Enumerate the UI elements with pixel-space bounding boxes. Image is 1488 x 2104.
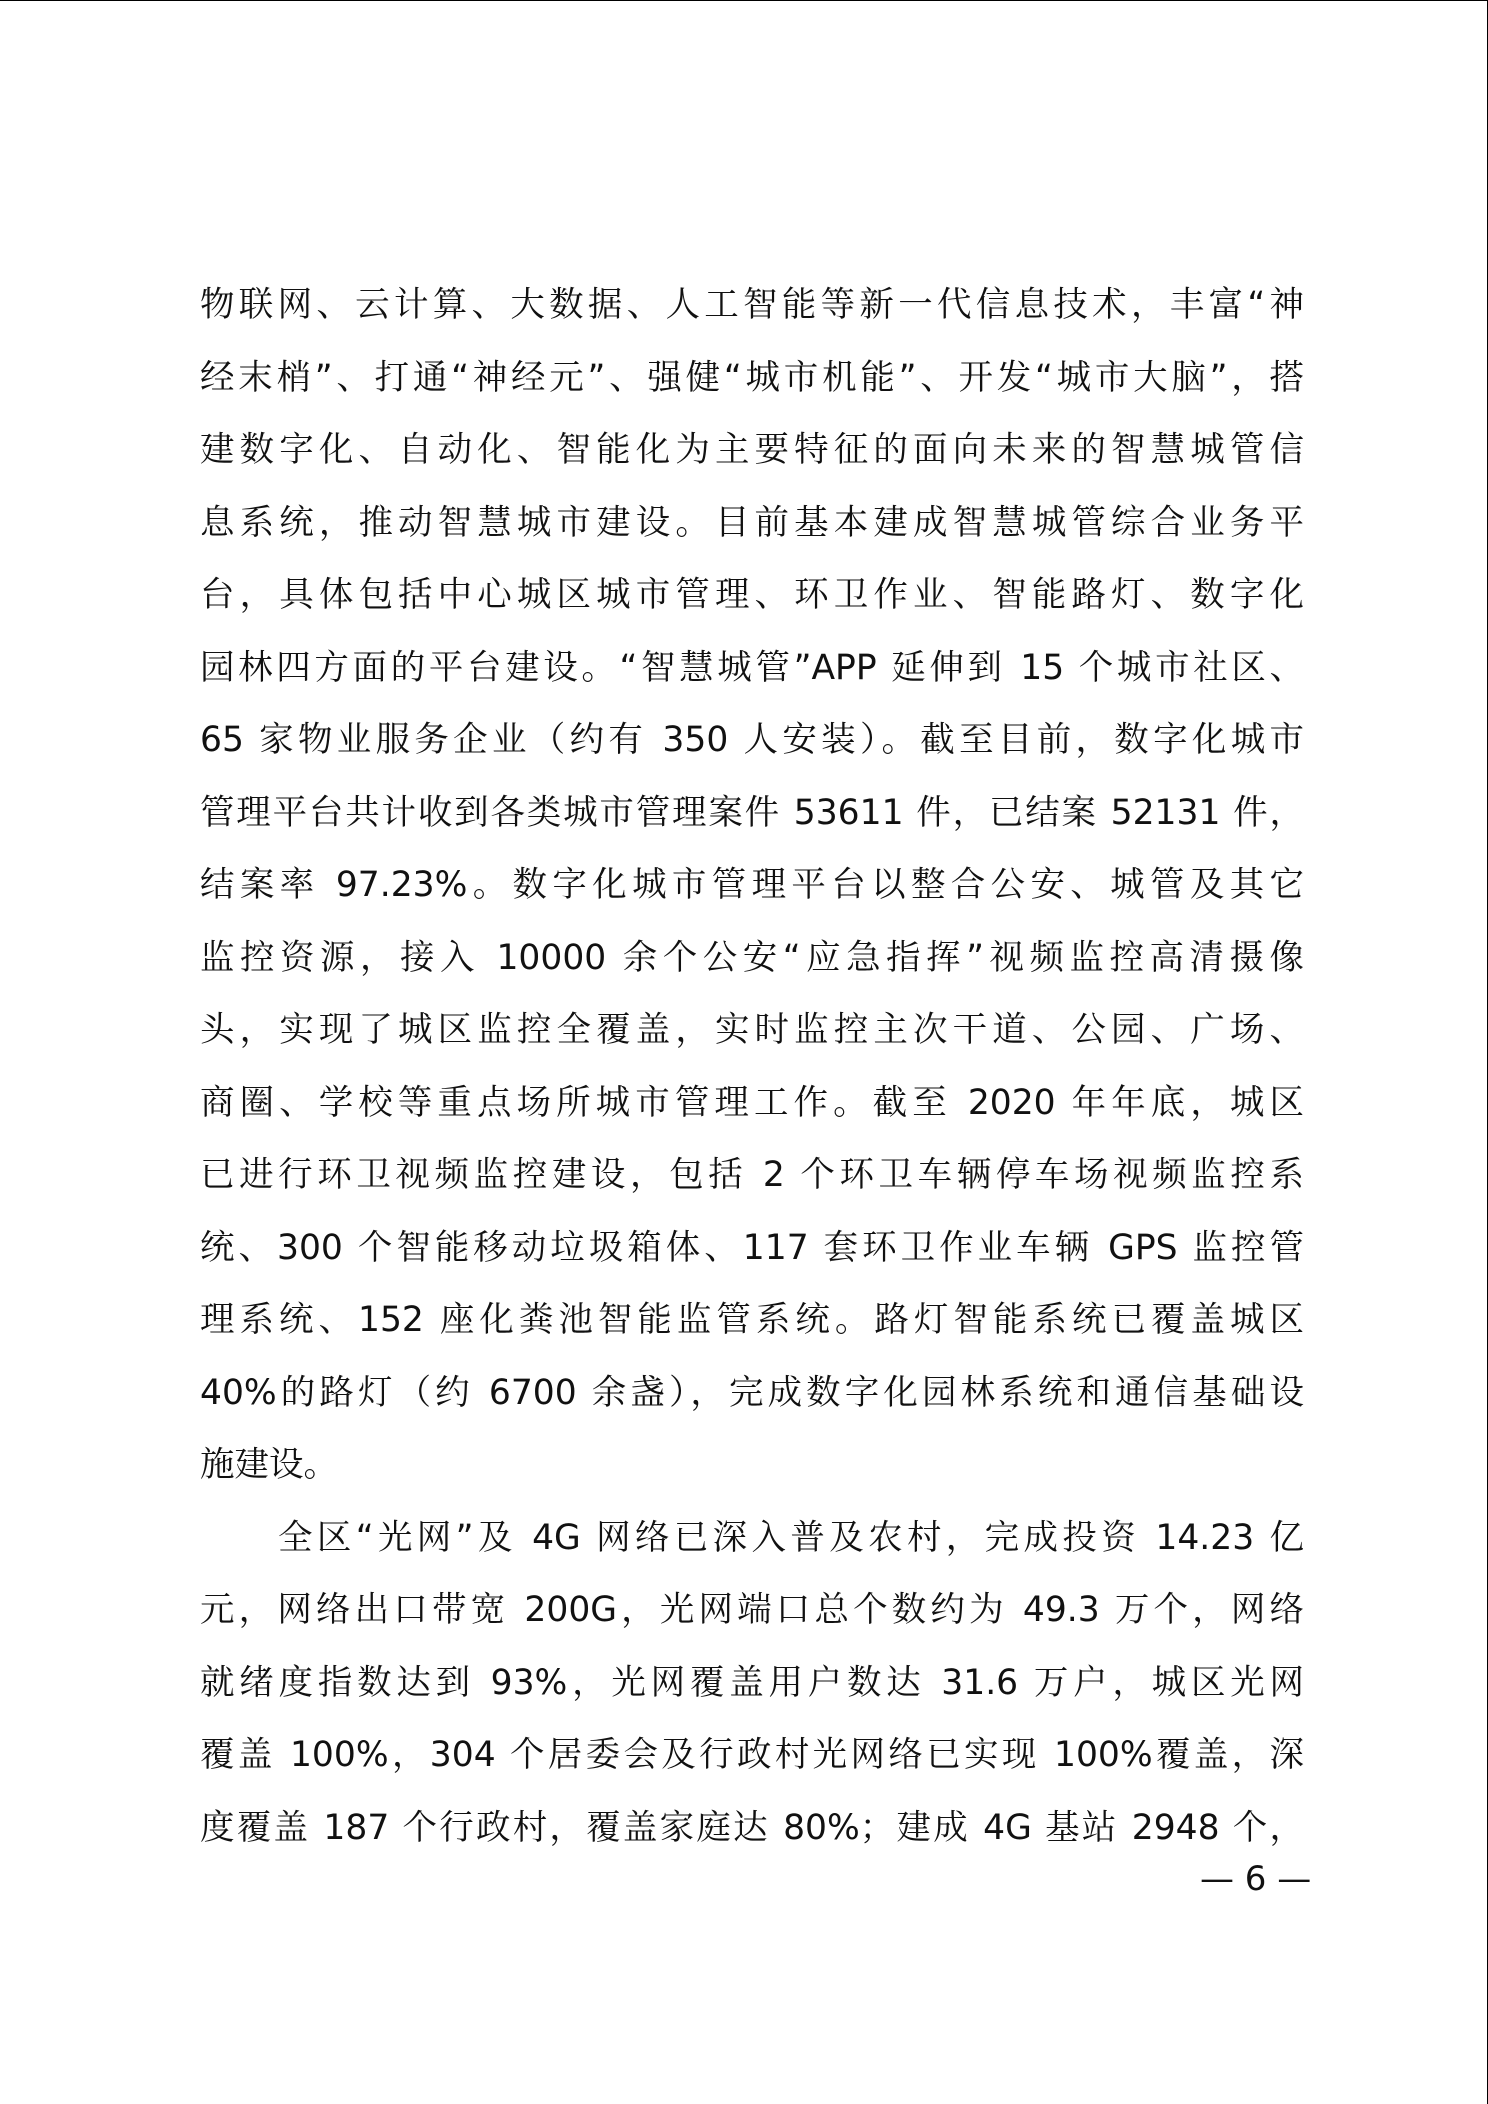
text-line: 头，实现了城区监控全覆盖，实时监控主次干道、公园、广场、 bbox=[200, 1010, 1304, 1050]
body-text bbox=[200, 269, 1304, 1864]
text-line: 商圈、学校等重点场所城市管理工作。截至 2020 年年底，城区 bbox=[200, 1082, 1304, 1123]
text-line: 台，具体包括中心城区城市管理、环卫作业、智能路灯、数字化 bbox=[200, 575, 1304, 615]
text-line: 园林四方面的平台建设。“智慧城管”APP 延伸到 15 个城市社区、 bbox=[200, 647, 1304, 688]
text-line: 物联网、云计算、大数据、人工智能等新一代信息技术，丰富“神 bbox=[200, 285, 1304, 325]
text-line: 统、300 个智能移动垃圾箱体、117 套环卫作业车辆 GPS 监控管 bbox=[200, 1227, 1304, 1268]
text-line: 建数字化、自动化、智能化为主要特征的面向未来的智慧城管信 bbox=[200, 430, 1304, 470]
text-line: 65 家物业服务企业（约有 350 人安装）。截至目前，数字化城市 bbox=[200, 720, 1304, 760]
text-line: 监控资源，接入 10000 余个公安“应急指挥”视频监控高清摄像 bbox=[200, 937, 1304, 978]
paragraph-first-line: 全区“光网”及 4G 网络已深入普及农村，完成投资 14.23 亿 bbox=[278, 1517, 1304, 1558]
text-line: 就绪度指数达到 93%，光网覆盖用户数达 31.6 万户，城区光网 bbox=[200, 1662, 1304, 1703]
text-line: 40%的路灯（约 6700 余盏），完成数字化园林系统和通信基础设 bbox=[200, 1372, 1304, 1413]
text-line: 覆盖 100%，304 个居委会及行政村光网络已实现 100%覆盖，深 bbox=[200, 1735, 1304, 1775]
paragraph-end-line: 施建设。 bbox=[200, 1445, 338, 1485]
text-line: 元，网络出口带宽 200G，光网端口总个数约为 49.3 万个，网络 bbox=[200, 1590, 1304, 1630]
text-line: 结案率 97.23%。数字化城市管理平台以整合公安、城管及其它 bbox=[200, 865, 1304, 905]
text-line: 息系统，推动智慧城市建设。目前基本建成智慧城管综合业务平 bbox=[200, 502, 1304, 543]
text-line: 度覆盖 187 个行政村，覆盖家庭达 80%；建成 4G 基站 2948 个， bbox=[200, 1807, 1304, 1848]
text-line: 管理平台共计收到各类城市管理案件 53611 件，已结案 52131 件， bbox=[200, 792, 1304, 833]
text-line: 经末梢”、打通“神经元”、强健“城市机能”、开发“城市大脑”，搭 bbox=[200, 357, 1304, 398]
page-number: — 6 — bbox=[1200, 1859, 1312, 1899]
text-line: 已进行环卫视频监控建设，包括 2 个环卫车辆停车场视频监控系 bbox=[200, 1155, 1304, 1195]
text-line: 理系统、152 座化粪池智能监管系统。路灯智能系统已覆盖城区 bbox=[200, 1300, 1304, 1340]
